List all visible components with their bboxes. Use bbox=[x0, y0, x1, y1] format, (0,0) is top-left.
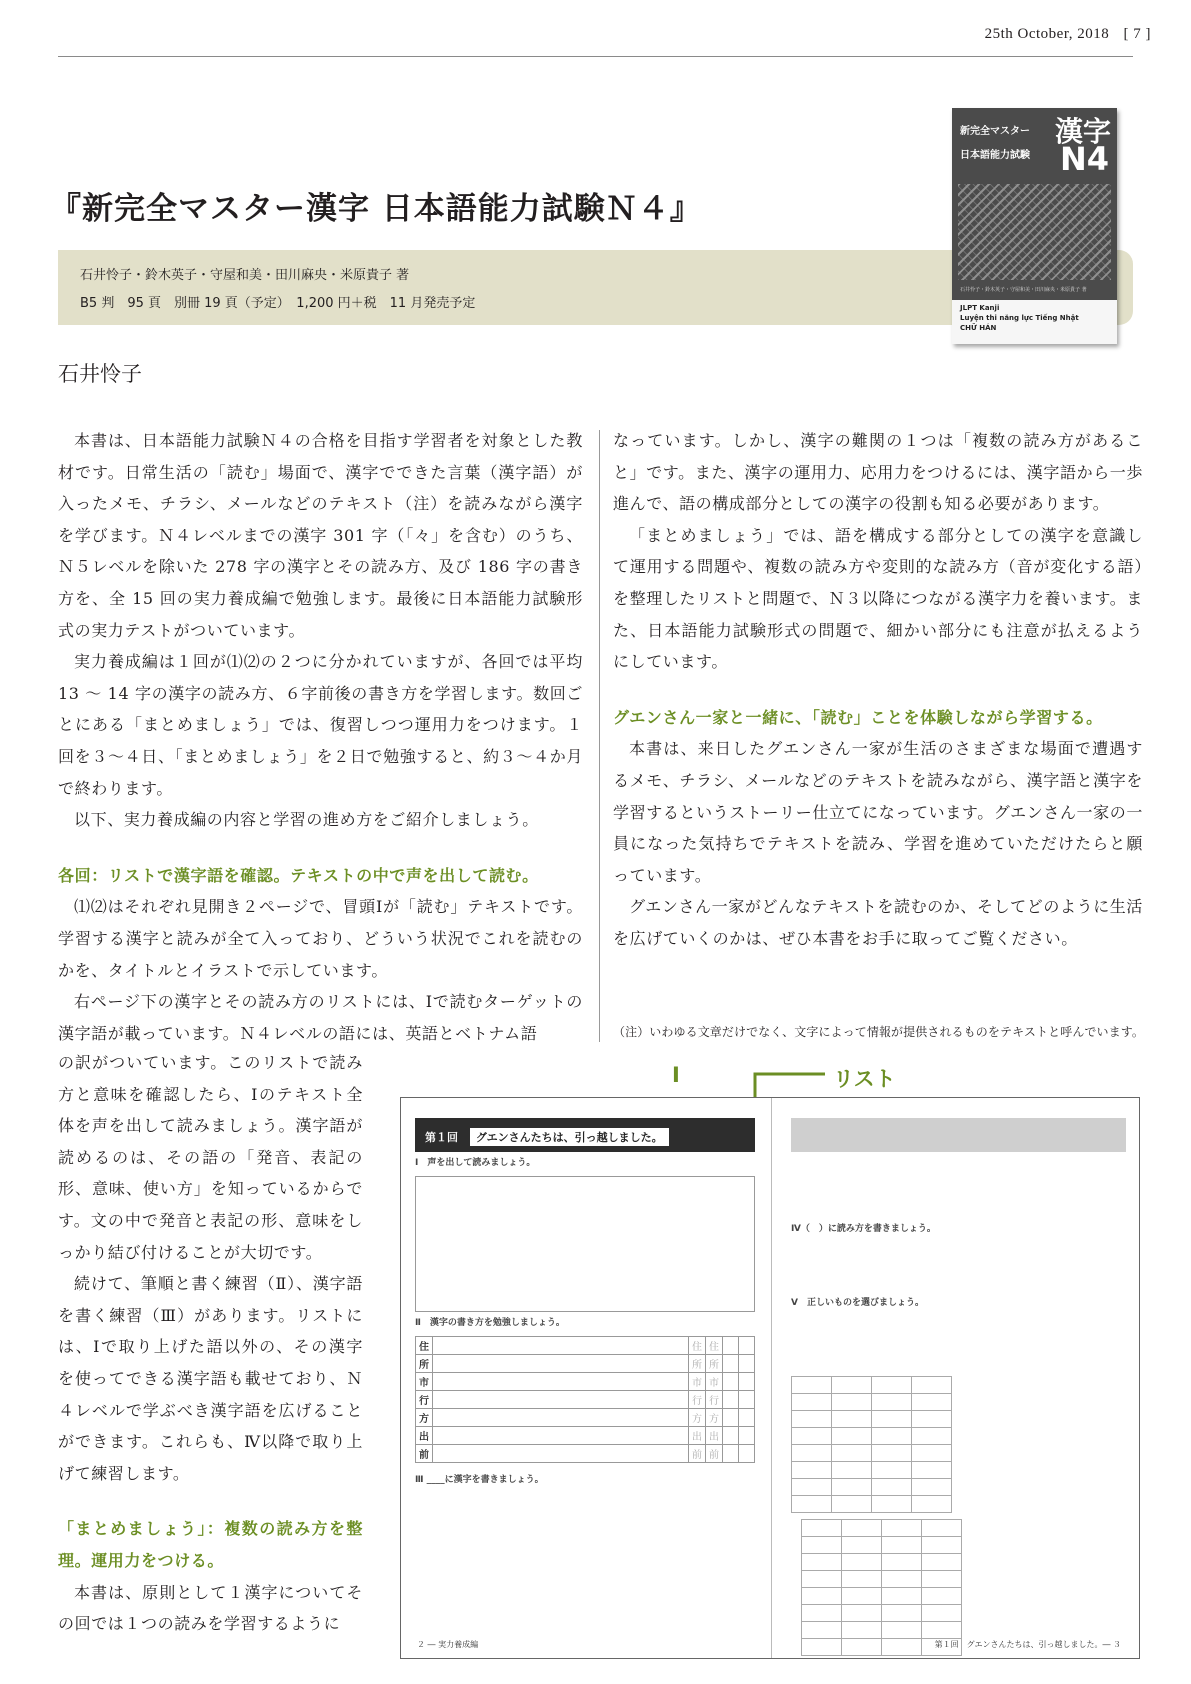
trace-char: 所 bbox=[706, 1355, 723, 1373]
lesson-number: 第１回 bbox=[425, 1131, 458, 1144]
section-fill-title: Ⅲ ____に漢字を書きましょう。 bbox=[415, 1475, 544, 1485]
kanji-row bbox=[416, 1409, 755, 1427]
trace-char: 住 bbox=[689, 1337, 706, 1355]
vocab-cell bbox=[911, 1445, 951, 1462]
section-heading: グエンさん一家と一緒に、「読む」ことを体験しながら学習する。 bbox=[613, 707, 1103, 727]
vocab-cell bbox=[792, 1411, 832, 1428]
vocab-cell bbox=[921, 1588, 961, 1605]
vocab-cell bbox=[802, 1588, 842, 1605]
vocab-cell bbox=[831, 1428, 871, 1445]
paragraph: 本書は、日本語能力試験Ｎ４の合格を目指す学習者を対象とした教材です。日常生活の「読む」場面で、漢字でできた言葉（漢字語）が入ったメモ、チラシ、メールなどのテキスト（注）を読みながら漢字を学びます。Ｎ４レベルまでの漢字 301 字（「々」を含む）のうち、Ｎ５レベルを除いた 278 字の漢字とその読み方、及び 186 字の書き方を、全 15 回の実力養成編で勉強します。最後に日本語能力試験形式の実力テストがついています。 bbox=[58, 431, 583, 640]
paragraph: 以下、実力養成編の内容と学習の進め方をご紹介しましょう。 bbox=[74, 810, 539, 830]
vocab-cell bbox=[871, 1428, 911, 1445]
trace-char: 前 bbox=[706, 1445, 723, 1463]
vocab-table-2 bbox=[801, 1519, 962, 1656]
vocab-row bbox=[792, 1479, 952, 1496]
stroke-order-cell bbox=[433, 1445, 689, 1463]
vocab-cell bbox=[911, 1377, 951, 1394]
paragraph: 本書は、来日したグエンさん一家が生活のさまざまな場面で遭遇するメモ、チラシ、メールなどのテキストを読みながら、漢字語と漢字を学習するというストーリー仕立てになっています。グエンさん一家の一員になった気持ちでテキストを読み、学習を進めていただけたらと願っています。 bbox=[613, 739, 1143, 885]
lesson-header bbox=[415, 1118, 755, 1152]
trace-char: 所 bbox=[689, 1355, 706, 1373]
vocab-list bbox=[791, 1370, 1126, 1656]
header-rule bbox=[58, 56, 1133, 57]
vocab-cell bbox=[911, 1496, 951, 1513]
vocab-cell bbox=[841, 1571, 881, 1588]
vocab-cell bbox=[831, 1479, 871, 1496]
cover-en3: CHỮ HÁN bbox=[960, 324, 997, 332]
vocab-cell bbox=[792, 1428, 832, 1445]
paragraph: 本書は、原則として１漢字についてその回では１つの読みを学習するように bbox=[58, 1582, 363, 1634]
vocab-row bbox=[802, 1554, 962, 1571]
vocab-cell bbox=[871, 1445, 911, 1462]
reading-text-box bbox=[415, 1176, 755, 1312]
vocab-row bbox=[792, 1445, 952, 1462]
vocab-cell bbox=[802, 1605, 842, 1622]
vocab-cell bbox=[802, 1622, 842, 1639]
column-narrow bbox=[58, 1047, 363, 1640]
kanji-row bbox=[416, 1373, 755, 1391]
vocab-row bbox=[792, 1377, 952, 1394]
stroke-order-cell bbox=[433, 1391, 689, 1409]
paragraph: ⑴⑵はそれぞれ見開き２ページで、冒頭Ⅰが「読む」テキストです。学習する漢字と読みが全て入っており、どういう状況でこれを読むのかを、タイトルとイラストで示しています。 bbox=[58, 897, 583, 980]
vocab-row bbox=[802, 1537, 962, 1554]
vocab-cell bbox=[921, 1622, 961, 1639]
vocab-cell bbox=[881, 1554, 921, 1571]
question-4: Ⅳ（ ）に読み方を書きましょう。 bbox=[791, 1224, 936, 1234]
vocab-cell bbox=[841, 1537, 881, 1554]
kanji-char: 出 bbox=[416, 1427, 433, 1445]
cover-en1: JLPT Kanji bbox=[960, 304, 1000, 312]
trace-char: 行 bbox=[689, 1391, 706, 1409]
cover-authors: 石井怜子・鈴木英子・守屋和美・田川麻央・米原貴子 著 bbox=[960, 287, 1087, 293]
trace-char: 市 bbox=[706, 1373, 723, 1391]
vocab-row bbox=[802, 1571, 962, 1588]
vocab-cell bbox=[792, 1445, 832, 1462]
practice-cell bbox=[723, 1427, 739, 1445]
vocab-cell bbox=[802, 1537, 842, 1554]
vocab-cell bbox=[841, 1588, 881, 1605]
vocab-row bbox=[802, 1588, 962, 1605]
vocab-cell bbox=[881, 1571, 921, 1588]
trace-char: 出 bbox=[689, 1427, 706, 1445]
column-left bbox=[58, 425, 583, 1049]
kanji-row bbox=[416, 1391, 755, 1409]
section-write-title: Ⅱ 漢字の書き方を勉強しましょう。 bbox=[415, 1318, 565, 1328]
section-read-title: Ⅰ 声を出して読みましょう。 bbox=[415, 1158, 536, 1168]
kanji-char: 前 bbox=[416, 1445, 433, 1463]
lesson-title: グエンさんたちは、引っ越しました。 bbox=[470, 1128, 669, 1146]
vocab-cell bbox=[921, 1520, 961, 1537]
section-heading: 「まとめましょう」：複数の読み方を整理。運用力をつける。 bbox=[58, 1519, 363, 1570]
vocab-cell bbox=[921, 1537, 961, 1554]
section-heading: 各回：リストで漢字語を確認。テキストの中で声を出して読む。 bbox=[58, 865, 539, 885]
vocab-cell bbox=[881, 1520, 921, 1537]
trace-char: 方 bbox=[706, 1409, 723, 1427]
vocab-cell bbox=[841, 1622, 881, 1639]
paragraph: 実力養成編は１回が⑴⑵の２つに分かれていますが、各回では平均 13 ～ 14 字の漢字の読み方、６字前後の書き方を学習します。数回ごとにある「まとめましょう」では、復習しつつ運用力をつけます。１回を３～４日、「まとめましょう」を２日で勉強すると、約３～４か月で終わります。 bbox=[58, 652, 583, 798]
practice-cell bbox=[739, 1445, 755, 1463]
figure-label-text: Ⅰ bbox=[672, 1063, 680, 1087]
trace-char: 出 bbox=[706, 1427, 723, 1445]
vocab-cell bbox=[881, 1622, 921, 1639]
practice-cell bbox=[723, 1409, 739, 1427]
paragraph: グエンさん一家がどんなテキストを読むのか、そしてどのように生活を広げていくのかは、ぜひ本書をお手に取ってご覧ください。 bbox=[613, 897, 1143, 948]
vocab-cell bbox=[911, 1428, 951, 1445]
vocab-cell bbox=[871, 1479, 911, 1496]
practice-cell bbox=[739, 1355, 755, 1373]
cover-exam: 日本語能力試験 bbox=[960, 150, 1030, 161]
kanji-char: 市 bbox=[416, 1373, 433, 1391]
vocab-cell bbox=[792, 1496, 832, 1513]
vocab-row bbox=[802, 1520, 962, 1537]
vocab-cell bbox=[792, 1479, 832, 1496]
vocab-cell bbox=[831, 1496, 871, 1513]
stroke-order-cell bbox=[433, 1355, 689, 1373]
trace-char: 行 bbox=[706, 1391, 723, 1409]
article-title: 『新完全マスター漢字 日本語能力試験Ｎ４』 bbox=[50, 191, 702, 227]
vocab-cell bbox=[802, 1571, 842, 1588]
trace-char: 住 bbox=[706, 1337, 723, 1355]
practice-cell bbox=[739, 1373, 755, 1391]
vocab-row bbox=[802, 1622, 962, 1639]
vocab-cell bbox=[881, 1639, 921, 1656]
vocab-cell bbox=[921, 1571, 961, 1588]
vocab-cell bbox=[881, 1588, 921, 1605]
trace-char: 市 bbox=[689, 1373, 706, 1391]
practice-cell bbox=[723, 1337, 739, 1355]
kanji-char: 所 bbox=[416, 1355, 433, 1373]
vocab-cell bbox=[911, 1462, 951, 1479]
vocab-cell bbox=[911, 1394, 951, 1411]
practice-cell bbox=[739, 1337, 755, 1355]
spread-footer-left: ２ ― 実力養成編 bbox=[417, 1640, 479, 1649]
right-page-header bbox=[791, 1118, 1126, 1152]
sample-page-spread bbox=[400, 1097, 1140, 1659]
book-spec: B5 判 95 頁 別冊 19 頁（予定） 1,200 円＋税 11 月発売予定 bbox=[80, 296, 476, 311]
vocab-cell bbox=[921, 1605, 961, 1622]
vocab-table-1 bbox=[791, 1376, 952, 1513]
sample-right-page bbox=[791, 1118, 1126, 1656]
book-cover-image bbox=[952, 108, 1117, 344]
vocab-cell bbox=[871, 1377, 911, 1394]
vocab-cell bbox=[841, 1554, 881, 1571]
sample-left-page bbox=[415, 1118, 755, 1487]
practice-cell bbox=[723, 1373, 739, 1391]
paragraph: 右ページ下の漢字とその読み方のリストには、Ⅰで読むターゲットの漢字語が載っています。Ｎ４レベルの語には、英語とベトナム語 bbox=[58, 992, 583, 1043]
vocab-cell bbox=[831, 1462, 871, 1479]
vocab-row bbox=[792, 1496, 952, 1513]
cover-bottom-panel bbox=[952, 300, 1117, 344]
vocab-cell bbox=[792, 1462, 832, 1479]
practice-cell bbox=[739, 1427, 755, 1445]
vocab-row bbox=[792, 1394, 952, 1411]
cover-en2: Luyện thi năng lực Tiếng Nhật bbox=[960, 314, 1079, 322]
vocab-row bbox=[792, 1462, 952, 1479]
paragraph: の訳がついています。このリストで読み方と意味を確認したら、Ⅰのテキスト全体を声を出して読みましょう。漢字語が読めるのは、その語の「発音、表記の形、意味、使い方」を知っているからです。文の中で発音と表記の形、意味をしっかり結び付けることが大切です。 bbox=[58, 1053, 363, 1262]
vocab-row bbox=[802, 1605, 962, 1622]
kanji-row bbox=[416, 1337, 755, 1355]
book-authors: 石井怜子・鈴木英子・守屋和美・田川麻央・米原貴子 著 bbox=[80, 268, 410, 283]
vocab-cell bbox=[911, 1411, 951, 1428]
column-rule bbox=[599, 430, 600, 1042]
kanji-char: 住 bbox=[416, 1337, 433, 1355]
kanji-row bbox=[416, 1427, 755, 1445]
vocab-cell bbox=[881, 1537, 921, 1554]
vocab-cell bbox=[841, 1639, 881, 1656]
page-header bbox=[985, 26, 1151, 43]
header-page: [ 7 ] bbox=[1123, 26, 1151, 42]
practice-cell bbox=[739, 1409, 755, 1427]
cover-kanji: 漢字 bbox=[1054, 115, 1111, 148]
vocab-cell bbox=[802, 1554, 842, 1571]
spread-footer-right: 第１回 グエンさんたちは、引っ越しました。― ３ bbox=[934, 1640, 1121, 1649]
paragraph: なっています。しかし、漢字の難関の１つは「複数の読み方があること」です。また、漢字の運用力、応用力をつけるには、漢字語から一歩進んで、語の構成部分としての漢字の役割も知る必要があります。 bbox=[613, 431, 1143, 514]
vocab-row bbox=[792, 1411, 952, 1428]
cover-series: 新完全マスター bbox=[960, 126, 1030, 137]
vocab-cell bbox=[841, 1605, 881, 1622]
vocab-cell bbox=[871, 1394, 911, 1411]
vocab-cell bbox=[802, 1639, 842, 1656]
vocab-cell bbox=[871, 1411, 911, 1428]
trace-char: 前 bbox=[689, 1445, 706, 1463]
paragraph: 「まとめましょう」では、語を構成する部分としての漢字を意識して運用する問題や、複数の読み方や変則的な読み方（音が変化する語）を整理したリストと問題で、Ｎ３以降につながる漢字力を養います。また、日本語能力試験形式の問題で、細かい部分にも注意が払えるようにしています。 bbox=[613, 525, 1143, 672]
header-date: 25th October, 2018 bbox=[984, 26, 1110, 42]
vocab-cell bbox=[911, 1479, 951, 1496]
trace-char: 方 bbox=[689, 1409, 706, 1427]
cover-level: N4 bbox=[1059, 140, 1109, 178]
vocab-cell bbox=[831, 1394, 871, 1411]
vocab-cell bbox=[871, 1462, 911, 1479]
paragraph: 続けて、筆順と書く練習（Ⅱ）、漢字語を書く練習（Ⅲ）があります。リストには、Ⅰで取り上げた語以外の、その漢字を使ってできる漢字語も載せており、Ｎ４レベルで学ぶべき漢字語を広げることができます。これらも、Ⅳ以降で取り上げて練習します。 bbox=[58, 1274, 363, 1483]
stroke-order-cell bbox=[433, 1337, 689, 1355]
stroke-order-table bbox=[415, 1336, 755, 1463]
vocab-cell bbox=[792, 1394, 832, 1411]
kanji-row bbox=[416, 1445, 755, 1463]
cover-pattern bbox=[958, 184, 1111, 280]
stroke-order-cell bbox=[433, 1373, 689, 1391]
stroke-order-cell bbox=[433, 1427, 689, 1445]
vocab-cell bbox=[921, 1554, 961, 1571]
kanji-char: 行 bbox=[416, 1391, 433, 1409]
spread-fold bbox=[771, 1098, 772, 1658]
practice-cell bbox=[739, 1391, 755, 1409]
practice-cell bbox=[723, 1445, 739, 1463]
practice-cell bbox=[723, 1391, 739, 1409]
footnote: （注）いわゆる文章だけでなく、文字によって情報が提供されるものをテキストと呼んでいます。 bbox=[613, 1025, 1144, 1039]
figure-label-list: リスト bbox=[833, 1067, 896, 1091]
column-right bbox=[613, 425, 1143, 955]
vocab-cell bbox=[831, 1411, 871, 1428]
vocab-cell bbox=[841, 1520, 881, 1537]
vocab-row bbox=[792, 1428, 952, 1445]
question-5: Ⅴ 正しいものを選びましょう。 bbox=[791, 1298, 924, 1308]
kanji-char: 方 bbox=[416, 1409, 433, 1427]
kanji-row bbox=[416, 1355, 755, 1373]
stroke-order-cell bbox=[433, 1409, 689, 1427]
vocab-cell bbox=[802, 1520, 842, 1537]
vocab-cell bbox=[871, 1496, 911, 1513]
vocab-cell bbox=[831, 1377, 871, 1394]
vocab-cell bbox=[792, 1377, 832, 1394]
byline: 石井怜子 bbox=[58, 362, 142, 386]
practice-cell bbox=[723, 1355, 739, 1373]
vocab-cell bbox=[831, 1445, 871, 1462]
vocab-cell bbox=[881, 1605, 921, 1622]
